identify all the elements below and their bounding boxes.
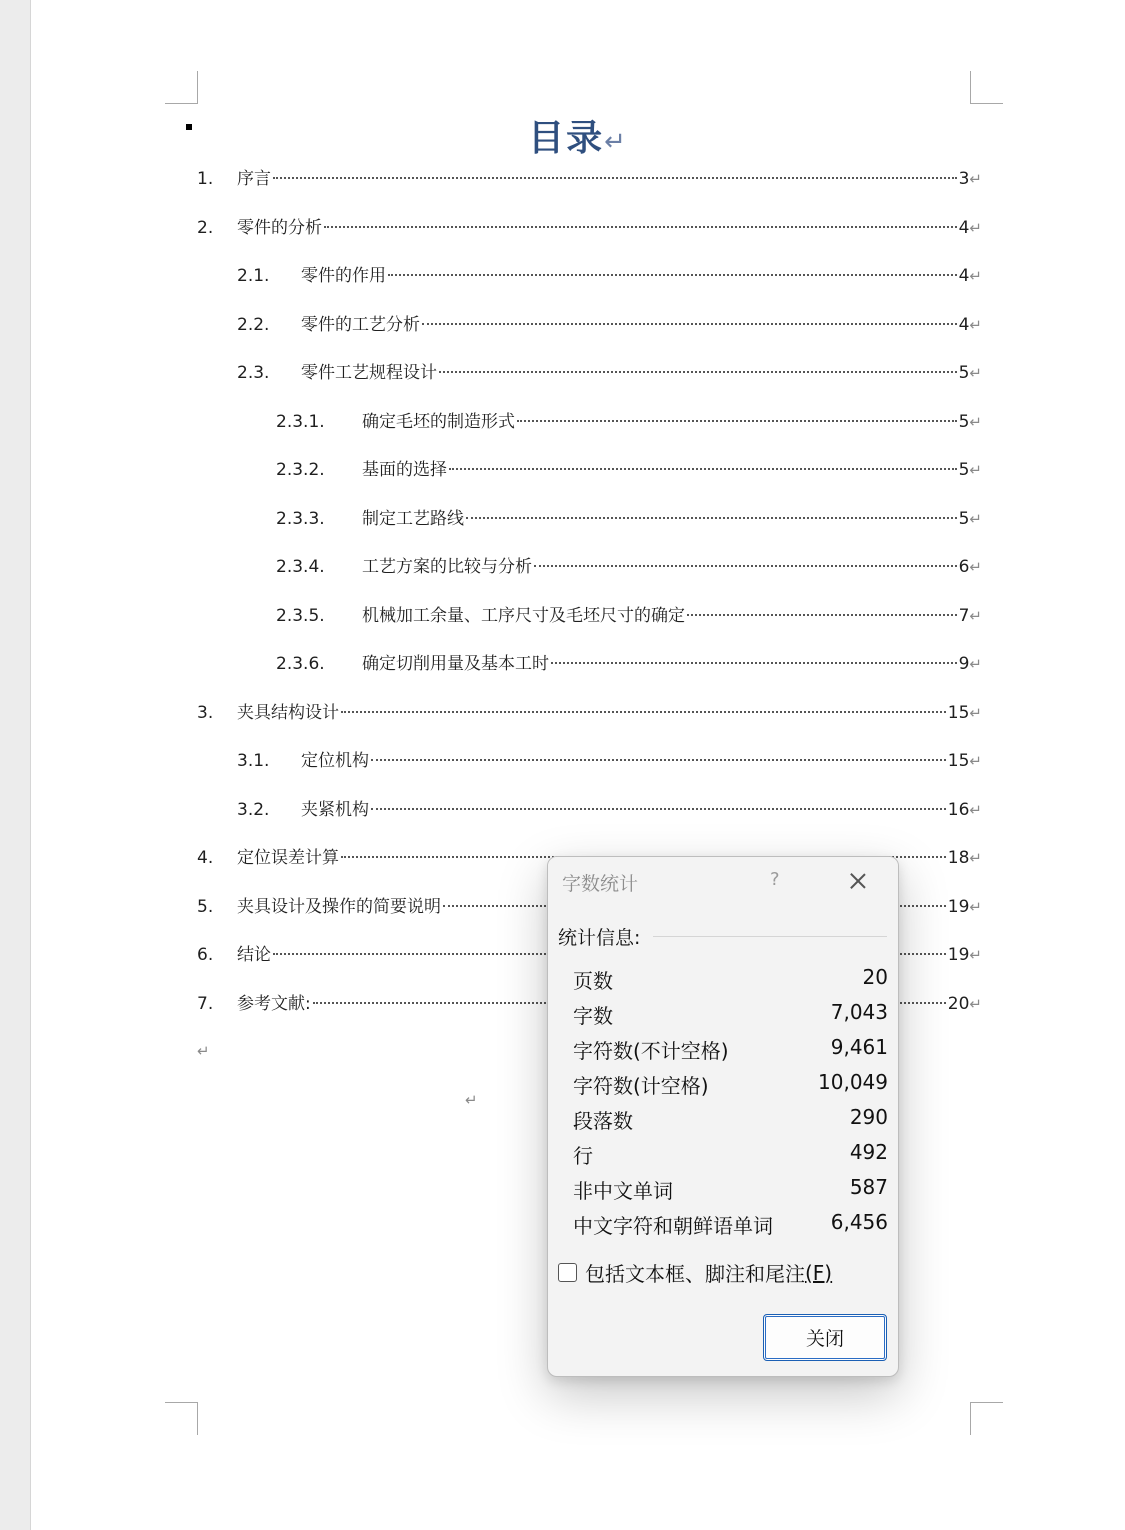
- stat-label: 字符数(不计空格): [573, 1039, 729, 1063]
- toc-entry-title[interactable]: 机械加工余量、工序尺寸及毛坯尺寸的确定: [362, 606, 685, 626]
- toc-entry[interactable]: [276, 410, 982, 434]
- toc-dot-leader: [439, 371, 957, 373]
- crop-mark-bottom-left: [165, 1402, 198, 1435]
- stat-label: 字数: [573, 1004, 613, 1028]
- close-button[interactable]: 关闭: [763, 1314, 887, 1361]
- toc-entry-page: 3: [958, 169, 970, 189]
- toc-entry-title[interactable]: 确定切削用量及基本工时: [362, 654, 549, 674]
- stat-row-chars-no-spaces: [573, 1035, 888, 1064]
- toc-dot-leader: [371, 808, 946, 810]
- toc-entry-page: 15: [947, 751, 970, 771]
- toc-entry[interactable]: [237, 313, 982, 337]
- paragraph-mark-icon: ↵: [604, 127, 628, 157]
- toc-entry-page: 5: [958, 363, 970, 383]
- paragraph-mark-icon: ↵: [969, 219, 982, 237]
- toc-entry-number: 2.1.: [237, 266, 270, 286]
- stat-label: 段落数: [573, 1109, 633, 1133]
- toc-entry-title[interactable]: 夹具结构设计: [237, 703, 339, 723]
- toc-entry-title[interactable]: 制定工艺路线: [362, 509, 464, 529]
- paragraph-mark-icon: ↵: [969, 849, 982, 867]
- toc-dot-leader: [422, 323, 957, 325]
- paragraph-mark-icon: ↵: [969, 413, 982, 431]
- toc-entry-number: 3.2.: [237, 800, 270, 820]
- toc-entry-title[interactable]: 工艺方案的比较与分析: [362, 557, 532, 577]
- toc-entry[interactable]: [237, 749, 982, 773]
- stat-row-paragraphs: [573, 1105, 888, 1134]
- toc-entry-title[interactable]: 定位机构: [301, 751, 369, 771]
- toc-entry-page: 9: [958, 654, 970, 674]
- toc-dot-leader: [273, 177, 957, 179]
- toc-entry-title[interactable]: 零件工艺规程设计: [301, 363, 437, 383]
- toc-entry-page: 19: [947, 945, 970, 965]
- toc-entry[interactable]: [276, 458, 982, 482]
- stat-value: 7,043: [830, 1000, 888, 1024]
- toc-entry-title[interactable]: 零件的分析: [237, 218, 322, 238]
- toc-entry-number: 4.: [197, 848, 214, 868]
- toc-entry[interactable]: [276, 604, 982, 628]
- toc-entry-page: 4: [958, 218, 970, 238]
- toc-entry-page: 15: [947, 703, 970, 723]
- checkbox-accelerator[interactable]: (F): [805, 1260, 833, 1285]
- stat-row-asian-chars: [573, 1210, 888, 1239]
- toc-entry-number: 2.3.: [237, 363, 270, 383]
- stat-row-lines: [573, 1140, 888, 1169]
- toc-entry-page: 16: [947, 800, 970, 820]
- toc-entry[interactable]: [237, 798, 982, 822]
- toc-entry-number: 2.3.4.: [276, 557, 325, 577]
- paragraph-mark-icon: ↵: [969, 316, 982, 334]
- dialog-title: 字数统计: [562, 873, 639, 895]
- close-icon[interactable]: [844, 867, 872, 895]
- toc-entry-page: 7: [958, 606, 970, 626]
- stat-label: 非中文单词: [573, 1179, 673, 1203]
- toc-entry-number: 2.3.2.: [276, 460, 325, 480]
- toc-dot-leader: [449, 468, 957, 470]
- toc-entry-number: 2.3.6.: [276, 654, 325, 674]
- paragraph-mark-icon: ↵: [969, 704, 982, 722]
- toc-entry[interactable]: [237, 264, 982, 288]
- stat-row-chars-with-spaces: [573, 1070, 888, 1099]
- toc-dot-leader: [388, 274, 957, 276]
- toc-entry-number: 2.3.5.: [276, 606, 325, 626]
- stat-value: 9,461: [830, 1035, 888, 1059]
- toc-entry-page: 5: [958, 460, 970, 480]
- crop-mark-top-right: [970, 71, 1003, 104]
- toc-entry-title[interactable]: 参考文献:: [237, 994, 311, 1014]
- toc-entry-title[interactable]: 基面的选择: [362, 460, 447, 480]
- include-textboxes-footnotes-option[interactable]: [558, 1258, 832, 1287]
- paragraph-mark-icon: ↵: [969, 267, 982, 285]
- toc-dot-leader: [534, 565, 957, 567]
- crop-mark-top-left: [165, 71, 198, 104]
- stat-label: 中文字符和朝鲜语单词: [573, 1214, 773, 1238]
- checkbox-label[interactable]: 包括文本框、脚注和尾注: [585, 1262, 805, 1286]
- toc-entry-page: 4: [958, 315, 970, 335]
- paragraph-mark-icon: ↵: [969, 801, 982, 819]
- toc-dot-leader: [341, 711, 946, 713]
- paragraph-mark-icon: ↵: [197, 1042, 210, 1060]
- toc-entry-number: 2.2.: [237, 315, 270, 335]
- toc-dot-leader: [324, 226, 957, 228]
- toc-entry[interactable]: [237, 361, 982, 385]
- toc-dot-leader: [371, 759, 946, 761]
- toc-entry[interactable]: [197, 701, 982, 725]
- stat-value: 492: [849, 1140, 888, 1164]
- help-button[interactable]: ?: [770, 869, 780, 890]
- dialog-titlebar[interactable]: [548, 857, 898, 907]
- toc-dot-leader: [687, 614, 957, 616]
- stat-value: 10,049: [818, 1070, 888, 1094]
- toc-entry-page: 5: [958, 509, 970, 529]
- crop-mark-bottom-right: [970, 1402, 1003, 1435]
- toc-entry-title[interactable]: 确定毛坯的制造形式: [362, 412, 515, 432]
- paragraph-mark-icon: ↵: [969, 898, 982, 916]
- toc-entry-number: 3.1.: [237, 751, 270, 771]
- paragraph-mark-icon: ↵: [969, 995, 982, 1013]
- toc-entry-number: 2.3.1.: [276, 412, 325, 432]
- toc-dot-leader: [551, 662, 957, 664]
- toc-entry-title[interactable]: 零件的工艺分析: [301, 315, 420, 335]
- stat-row-non-asian-words: [573, 1175, 888, 1204]
- paragraph-mark-icon: ↵: [465, 1091, 478, 1109]
- paragraph-mark-icon: ↵: [969, 170, 982, 188]
- toc-entry-number: 6.: [197, 945, 214, 965]
- stat-row-pages: [573, 965, 888, 994]
- toc-dot-leader: [466, 517, 957, 519]
- toc-entry-title[interactable]: 夹紧机构: [301, 800, 369, 820]
- toc-dot-leader: [517, 420, 957, 422]
- toc-heading-text: 目录: [528, 117, 605, 159]
- paragraph-mark-icon: ↵: [969, 461, 982, 479]
- toc-entry-title[interactable]: 零件的作用: [301, 266, 386, 286]
- stat-value: 20: [862, 965, 888, 989]
- toc-entry-title[interactable]: 序言: [237, 169, 271, 189]
- toc-entry-title[interactable]: 定位误差计算: [237, 848, 339, 868]
- paragraph-mark-icon: ↵: [969, 655, 982, 673]
- toc-entry-number: 2.: [197, 218, 214, 238]
- toc-entry-page: 19: [947, 897, 970, 917]
- toc-entry[interactable]: [276, 507, 982, 531]
- stat-value: 6,456: [830, 1210, 888, 1234]
- toc-entry[interactable]: [197, 216, 982, 240]
- paragraph-mark-icon: ↵: [969, 946, 982, 964]
- toc-entry-title[interactable]: 夹具设计及操作的简要说明: [237, 897, 441, 917]
- toc-entry-page: 20: [947, 994, 970, 1014]
- stat-value: 290: [849, 1105, 888, 1129]
- include-textboxes-checkbox[interactable]: [558, 1263, 577, 1282]
- paragraph-mark-icon: ↵: [969, 607, 982, 625]
- stat-label: 字符数(计空格): [573, 1074, 709, 1098]
- toc-entry-number: 1.: [197, 169, 214, 189]
- toc-entry-number: 5.: [197, 897, 214, 917]
- toc-entry-page: 5: [958, 412, 970, 432]
- toc-entry-number: 3.: [197, 703, 214, 723]
- left-margin-rail: [0, 0, 31, 1530]
- toc-entry-page: 6: [958, 557, 970, 577]
- toc-entry[interactable]: [276, 652, 982, 676]
- toc-entry-title[interactable]: 结论: [237, 945, 271, 965]
- toc-entry-number: 2.3.3.: [276, 509, 325, 529]
- statistics-section-label: 统计信息:: [558, 927, 641, 949]
- toc-entry-page: 18: [947, 848, 970, 868]
- paragraph-mark-icon: ↵: [969, 364, 982, 382]
- stat-row-words: [573, 1000, 888, 1029]
- toc-entry[interactable]: [276, 555, 982, 579]
- toc-heading[interactable]: [31, 110, 1125, 161]
- paragraph-mark-icon: ↵: [969, 752, 982, 770]
- toc-entry-page: 4: [958, 266, 970, 286]
- toc-entry-number: 7.: [197, 994, 214, 1014]
- stat-value: 587: [849, 1175, 888, 1199]
- toc-entry[interactable]: [197, 167, 982, 191]
- stat-label: 页数: [573, 969, 613, 993]
- word-count-dialog[interactable]: [547, 856, 899, 1377]
- stat-label: 行: [573, 1144, 593, 1168]
- section-divider: [653, 936, 887, 937]
- paragraph-mark-icon: ↵: [969, 510, 982, 528]
- paragraph-mark-icon: ↵: [969, 558, 982, 576]
